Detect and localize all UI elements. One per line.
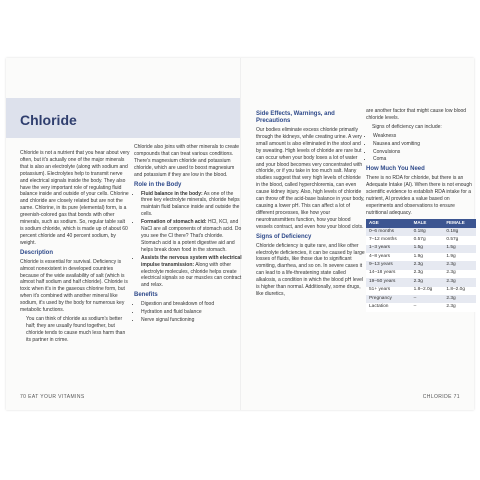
compounds-paragraph: Chloride also joins with other minerals to create compounds that can treat various conditions. There's magnesium chloride and potassium chloride, which are used to boost magnesium and potassium if they are low in the blood. bbox=[134, 144, 240, 178]
column-1 bbox=[20, 150, 130, 346]
list-item: • Nerve signal functioning bbox=[141, 317, 244, 324]
table-row bbox=[366, 270, 476, 278]
list-item-text: As one of the three key electrolyte minerals, chloride helps maintain fluid balance inside and outside the cells. bbox=[141, 190, 240, 218]
table-cell: 1.5g bbox=[443, 245, 476, 253]
footer-left: 70 EAT YOUR VITAMINS bbox=[20, 394, 85, 400]
list-item-term: Formation of stomach acid: bbox=[141, 219, 207, 226]
table-row bbox=[366, 236, 476, 244]
table-cell: 2.3g bbox=[411, 278, 444, 286]
title-band bbox=[6, 98, 240, 138]
table-cell: 0–6 months bbox=[366, 228, 411, 236]
list-item-text: HCl, KCl, and NaCl are all components of stomach acid. Do you see the Cl there? That's chloride. Stomach acid is a potent digestive aid and helps break down food in the stomach. bbox=[141, 219, 242, 253]
table-cell: Lactation bbox=[366, 303, 411, 311]
table-header-row bbox=[366, 219, 476, 228]
table-cell: 2.3g bbox=[443, 261, 476, 269]
deficiency-heading: Signs of Deficiency bbox=[256, 233, 312, 240]
list-item bbox=[141, 255, 244, 290]
table-row bbox=[366, 245, 476, 253]
table-cell: Pregnancy bbox=[366, 295, 411, 303]
table-cell: 2.3g bbox=[443, 303, 476, 311]
list-item: • Weakness bbox=[373, 133, 476, 140]
benefits-list bbox=[134, 301, 244, 324]
how-much-heading: How Much You Need bbox=[366, 166, 425, 173]
table-cell: 51+ years bbox=[366, 287, 411, 295]
list-item: • Digestion and breakdown of food bbox=[141, 301, 244, 308]
list-item: • Hydration and fluid balance bbox=[141, 309, 244, 316]
page-title: Chloride bbox=[20, 112, 77, 128]
table-cell: 2.3g bbox=[443, 270, 476, 278]
how-much-paragraph: There is no RDA for chloride, but there is an Adequate Intake (AI). When there is not enough scientific evidence to establish RDA intake for a nutrient, AI provides a value based on experiments and observations to ensure nutritional adequacy. bbox=[366, 175, 472, 216]
table-row bbox=[366, 228, 476, 236]
side-effects-paragraph: Our bodies eliminate excess chloride primarily through the kidneys, while creating urine. A very small amount is also eliminated in the stool and by sweating. High levels of chloride are rare but can occur when your body loses a lot of water and your blood becomes very concentrated with chloride, or if you take in too much salt. Many studies suggest that very high levels of chloride in the blood, called hyperchloremia, can even cause kidney injury. Also, high levels of chloride can throw off the acid-base balance in your body, causing a lower pH. This can affect a lot of different processes, like how your neurotransmitters function, how your blood vessels contract, and even how your blood clots. bbox=[256, 127, 365, 230]
table-cell: 2.3g bbox=[411, 270, 444, 278]
list-item: • Coma bbox=[373, 156, 476, 163]
column-3 bbox=[256, 108, 366, 300]
table-cell: 2.3g bbox=[411, 261, 444, 269]
table-row bbox=[366, 287, 476, 295]
table-cell: 1.9g bbox=[411, 253, 444, 261]
description-paragraph-2: You can think of chloride as sodium's better half; they are usually found together, but chloride tends to cause much less harm than its partner in crime. bbox=[26, 315, 126, 343]
book-spread bbox=[6, 58, 474, 410]
table-cell: 1.8–2.0g bbox=[443, 287, 476, 295]
table-cell: 1.8–2.0g bbox=[411, 287, 444, 295]
signs-list bbox=[366, 133, 476, 164]
table-cell: 1.5g bbox=[411, 245, 444, 253]
table-row bbox=[366, 278, 476, 286]
list-item-term: Assists the nervous system with electrical impulse transmission: bbox=[141, 254, 242, 268]
table-cell: 2.3g bbox=[443, 295, 476, 303]
intro-paragraph: Chloride is not a nutrient that you hear about very often, but it's actually one of the major minerals that is also an electrolyte (along with sodium and potassium). Electrolytes help to transmit nerve and electrical signals inside the body. They also have the very important role of regulating fluid balance inside and outside of your cells. Chlorine and chloride are closely related but are not the same. Chlorine, in its pure (elemental) form, is a greenish-colored gas that bonds with other minerals, such as sodium. So, regular table salt is sodium chloride, which is made up of about 60 percent chloride and 40 percent sodium, by weight. bbox=[20, 150, 130, 246]
list-item-text: Along with other electrolyte molecules, chloride helps create electrical signals so our muscles can contract and relax. bbox=[141, 261, 242, 289]
table-cell: 2.3g bbox=[443, 278, 476, 286]
table-cell: 1–3 years bbox=[366, 245, 411, 253]
role-list bbox=[134, 191, 244, 290]
table-header-male: MALE bbox=[411, 219, 444, 228]
benefits-heading: Benefits bbox=[134, 292, 158, 299]
list-item bbox=[141, 191, 244, 219]
table-cell: 0.57g bbox=[443, 236, 476, 244]
list-item: • Convulsions bbox=[373, 149, 476, 156]
table-cell: 0.18g bbox=[411, 228, 444, 236]
list-item: • Nausea and vomiting bbox=[373, 141, 476, 148]
description-heading: Description bbox=[20, 249, 54, 256]
table-cell: 7–12 months bbox=[366, 236, 411, 244]
table-row bbox=[366, 303, 476, 311]
table-row bbox=[366, 253, 476, 261]
table-cell: 4–8 years bbox=[366, 253, 411, 261]
table-cell: 1.9g bbox=[443, 253, 476, 261]
description-paragraph-1: Chloride is essential for survival. Deficiency is almost nonexistent in developed countries because of the wide availability of salt (which is almost half sodium and half chloride). Chloride is toxic when it's in the gaseous chlorine form, but when it's combined with another mineral like sodium, it's used by the body for numerous key metabolic functions. bbox=[20, 258, 128, 314]
table-header-age: AGE bbox=[366, 219, 411, 228]
intake-table bbox=[366, 219, 476, 312]
table-cell: – bbox=[411, 295, 444, 303]
signs-intro: Signs of deficiency can include: bbox=[372, 123, 442, 130]
footer-right: CHLORIDE 71 bbox=[422, 394, 460, 400]
table-row bbox=[366, 295, 476, 303]
list-item-term: Fluid balance in the body: bbox=[141, 190, 203, 197]
column-2 bbox=[134, 144, 244, 327]
side-effects-heading: Side Effects, Warnings, and Precautions bbox=[256, 111, 335, 124]
table-cell: – bbox=[411, 303, 444, 311]
table-header-female: FEMALE bbox=[443, 219, 476, 228]
table-cell: 14–18 years bbox=[366, 270, 411, 278]
deficiency-paragraph: Chloride deficiency is quite rare, and like other electrolyte deficiencies, it can be caused by large losses of fluids, like those due to significant vomiting, diarrhea, and so on. In severe cases it can lead to a life-threatening state called alkalosis, a condition in which the blood pH level is higher than normal. Additionally, some drugs, like diuretics, bbox=[256, 242, 365, 297]
column-4 bbox=[366, 108, 476, 312]
table-cell: 0.18g bbox=[443, 228, 476, 236]
table-cell: 19–50 years bbox=[366, 278, 411, 286]
table-cell: 9–13 years bbox=[366, 261, 411, 269]
table-row bbox=[366, 261, 476, 269]
list-item bbox=[141, 219, 244, 254]
role-heading: Role in the Body bbox=[134, 181, 182, 188]
table-cell: 0.57g bbox=[411, 236, 444, 244]
continued-paragraph: are another factor that might cause low blood chloride levels. bbox=[366, 108, 467, 121]
